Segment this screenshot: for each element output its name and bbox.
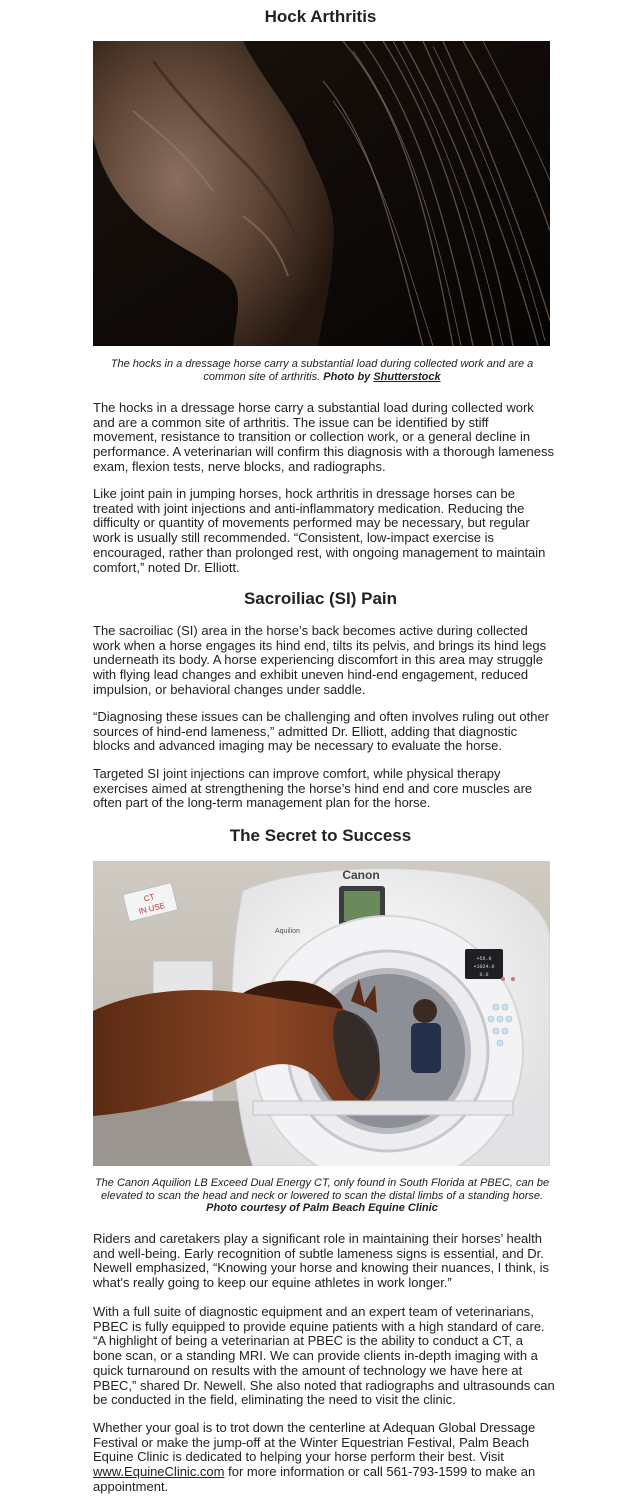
equineclinic-website-link[interactable]: www.EquineClinic.com bbox=[93, 1464, 225, 1480]
hock-photo-caption bbox=[93, 358, 551, 383]
success-paragraph-1: Riders and caretakers play a significant role in maintaining their horses’ health and well-being. Early recognition of subtle lameness signs is essential, and Dr. Newell emphasized, “Knowing your horse and knowing their nuances, I think, is what's really going to keep our equine athletes in work longer.” bbox=[93, 1231, 549, 1291]
ct-display-line1: +56.0 bbox=[476, 956, 492, 962]
heading-secret-to-success: The Secret to Success bbox=[229, 826, 412, 845]
ct-photo-caption bbox=[93, 1177, 551, 1215]
credit-prefix: Photo by bbox=[323, 370, 374, 383]
hock-paragraph-2: Like joint pain in jumping horses, hock arthritis in dressage horses can be treated with joint injections and anti-inflammatory medication. Reducing the difficulty or quantity of movements performed may be necessary, but regular work is usually still recommended. “Consistent, low-impact exercise is encouraged, rather than prolonged rest, with ongoing management to maintain comfort,” noted Dr. Elliott. bbox=[93, 486, 546, 575]
ct-scanner-photo bbox=[93, 861, 550, 1166]
heading-sacroiliac-pain: Sacroiliac (SI) Pain bbox=[243, 589, 398, 608]
si-paragraph-2: “Diagnosing these issues can be challenging and often involves ruling out other sources of hind-end lameness,” admitted Dr. Elliott, adding that diagnostic blocks and advanced imaging may be necessary to evaluate the horse. bbox=[93, 709, 550, 754]
aquilion-model-label: Aquilion bbox=[275, 928, 300, 935]
si-paragraph-3: Targeted SI joint injections can improve comfort, while physical therapy exercises aimed at strengthening the horse’s hind end and core muscles are often part of the long-term management plan for the horse. bbox=[93, 766, 533, 811]
ct-display-line3: 0.0 bbox=[479, 972, 489, 978]
ct-scanner-illustration bbox=[93, 861, 550, 1166]
si-paragraph-1: The sacroiliac (SI) area in the horse’s back becomes active during collected work when a horse engages its hind end, tilts its pelvis, and brings its hind legs underneath its body. A horse experiencing discomfort in this area may struggle with flying lead changes and exhibit uneven hind-end engagement, reduced impulsion, or behavioral changes under saddle. bbox=[93, 623, 547, 697]
closing-text-after-link: for more information or call 561-793-1599 to make an appointment. bbox=[93, 1464, 536, 1494]
canon-brand-label: Canon bbox=[342, 868, 380, 882]
ct-photo-credit: Photo courtesy of Palm Beach Equine Clinic bbox=[206, 1202, 438, 1215]
hock-illustration bbox=[93, 41, 550, 346]
ct-sign-line1: CT bbox=[142, 892, 156, 904]
shutterstock-link[interactable]: Shutterstock bbox=[373, 370, 441, 383]
photo-credit bbox=[323, 371, 440, 383]
caption-text: The hocks in a dressage horse carry a substantial load during collected work and are a common site of arthritis. bbox=[110, 358, 534, 383]
success-paragraph-3 bbox=[93, 1421, 555, 1495]
closing-text-before-link: Whether your goal is to trot down the centerline at Adequan Global Dressage Festival or make the jump-off at the Winter Equestrian Festival, Palm Beach Equine Clinic is dedicated to helping your horse perform their best. Visit bbox=[93, 1420, 536, 1465]
success-paragraph-2: With a full suite of diagnostic equipment and an expert team of veterinarians, PBEC is fully equipped to provide equine patients with a high standard of care. “A highlight of being a veterinarian at PBEC is the ability to conduct a CT, a bone scan, or a standing MRI. We can provide clients in-depth imaging with a quick turnaround on results with the amount of technology we have here at PBEC,” shared Dr. Newell. She also noted that radiographs and ultrasounds can be conducted in the field, eliminating the need to visit the clinic. bbox=[93, 1304, 555, 1408]
hock-paragraph-1: The hocks in a dressage horse carry a substantial load during collected work and are a common site of arthritis. The issue can be identified by stiff movement, resistance to transition or collection work, or a general decline in performance. A veterinarian will confirm this diagnosis with a thorough lameness exam, flexion tests, nerve blocks, and radiographs. bbox=[93, 400, 555, 474]
ct-sign-line2: IN USE bbox=[137, 900, 166, 917]
ct-caption-text: The Canon Aquilion LB Exceed Dual Energy CT, only found in South Florida at PBEC, can be elevated to scan the head and neck or lowered to scan the distal limbs of a standing horse. bbox=[94, 1177, 550, 1202]
hock-photo bbox=[93, 41, 550, 346]
ct-display-line2: +1024.0 bbox=[473, 964, 495, 970]
heading-hock-arthritis: Hock Arthritis bbox=[264, 7, 377, 26]
